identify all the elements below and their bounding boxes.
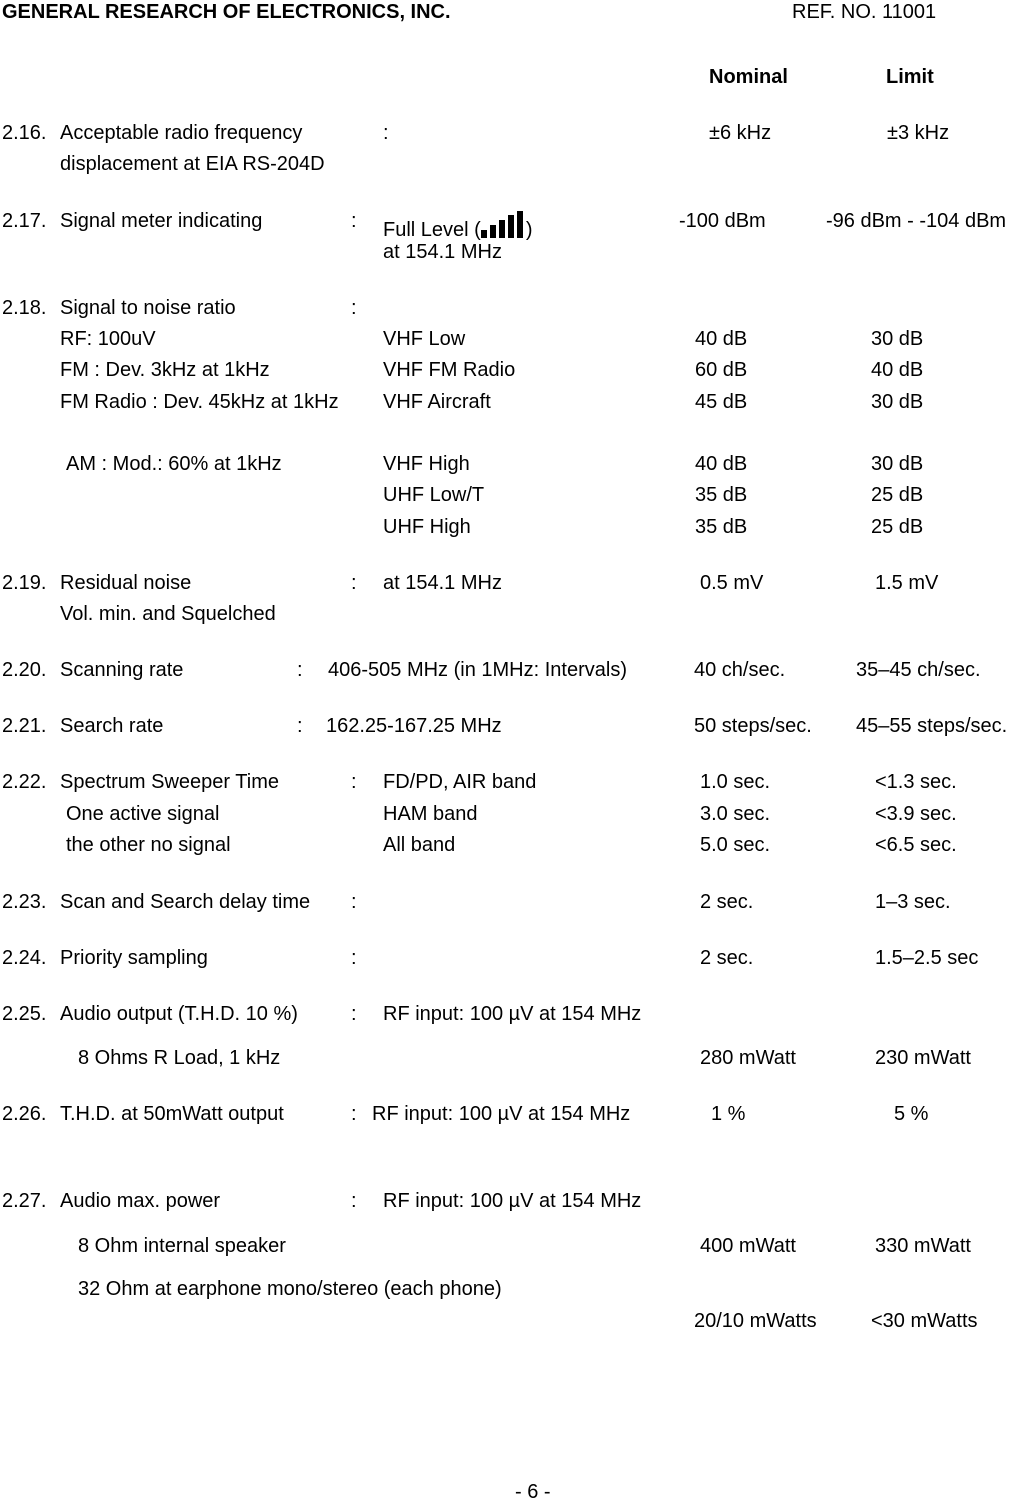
nominal-value: 45 dB: [695, 391, 748, 413]
band-name: VHF High: [383, 453, 470, 475]
condition-left: RF: 100uV: [60, 328, 156, 350]
condition-text: Full Level (: [383, 219, 481, 241]
colon: :: [351, 1003, 357, 1025]
colon: :: [351, 947, 357, 969]
condition: RF input: 100 µV at 154 MHz: [372, 1103, 631, 1125]
spec-label: Search rate: [60, 715, 164, 737]
limit-value: 1.5–2.5 sec: [875, 947, 979, 969]
nominal-value: 35 dB: [695, 484, 748, 506]
limit-value: 1.5 mV: [875, 572, 939, 594]
condition-left: FM Radio : Dev. 45kHz at 1kHz: [60, 391, 339, 413]
condition: 406-505 MHz (in 1MHz: Intervals): [328, 659, 627, 681]
band-name: All band: [383, 834, 456, 856]
band-name: FD/PD, AIR band: [383, 771, 537, 793]
nominal-value: 0.5 mV: [700, 572, 764, 594]
limit-value: -96 dBm - -104 dBm: [826, 210, 1007, 232]
column-header-nominal: Nominal: [709, 66, 788, 88]
limit-value: 25 dB: [871, 516, 924, 538]
section-number: 2.17.: [2, 210, 47, 232]
nominal-value: 40 dB: [695, 328, 748, 350]
condition-text: ): [525, 219, 533, 241]
nominal-value: 3.0 sec.: [700, 803, 771, 825]
company-name: GENERAL RESEARCH OF ELECTRONICS, INC.: [2, 1, 451, 23]
colon: :: [351, 771, 357, 793]
nominal-value: ±6 kHz: [709, 122, 772, 144]
signal-meter-icon: [481, 211, 526, 242]
limit-value: 35–45 ch/sec.: [856, 659, 981, 681]
section-number: 2.19.: [2, 572, 47, 594]
limit-value: <1.3 sec.: [875, 771, 957, 793]
band-name: VHF Low: [383, 328, 466, 350]
section-number: 2.27.: [2, 1190, 47, 1212]
spec-label: Spectrum Sweeper Time: [60, 771, 279, 793]
nominal-value: 40 dB: [695, 453, 748, 475]
spec-label-line3: the other no signal: [66, 834, 231, 856]
spec-label: Audio max. power: [60, 1190, 221, 1212]
limit-value: ±3 kHz: [887, 122, 950, 144]
nominal-value: 2 sec.: [700, 891, 754, 913]
condition-line2: at 154.1 MHz: [383, 241, 502, 263]
colon: :: [351, 210, 357, 232]
band-name: VHF FM Radio: [383, 359, 516, 381]
band-name: UHF High: [383, 516, 471, 538]
nominal-value: 5.0 sec.: [700, 834, 771, 856]
nominal-value: 1.0 sec.: [700, 771, 771, 793]
nominal-value: 60 dB: [695, 359, 748, 381]
nominal-value: -100 dBm: [679, 210, 766, 232]
nominal-value: 2 sec.: [700, 947, 754, 969]
column-header-limit: Limit: [886, 66, 934, 88]
colon: :: [383, 122, 389, 144]
sub-condition: 8 Ohm internal speaker: [78, 1235, 286, 1257]
condition: 162.25-167.25 MHz: [326, 715, 502, 737]
limit-value: <6.5 sec.: [875, 834, 957, 856]
spec-label: Audio output (T.H.D. 10 %): [60, 1003, 298, 1025]
section-number: 2.22.: [2, 771, 47, 793]
spec-label: Acceptable radio frequency: [60, 122, 303, 144]
nominal-value: 400 mWatt: [700, 1235, 796, 1257]
limit-value: 230 mWatt: [875, 1047, 971, 1069]
section-number: 2.16.: [2, 122, 47, 144]
condition-left: AM : Mod.: 60% at 1kHz: [66, 453, 282, 475]
section-number: 2.25.: [2, 1003, 47, 1025]
band-name: VHF Aircraft: [383, 391, 491, 413]
spec-label-line2: Vol. min. and Squelched: [60, 603, 276, 625]
sub-condition: 8 Ohms R Load, 1 kHz: [78, 1047, 281, 1069]
condition: RF input: 100 µV at 154 MHz: [383, 1003, 642, 1025]
page-number: - 6 -: [515, 1481, 551, 1503]
reference-number: REF. NO. 11001: [792, 1, 937, 23]
section-number: 2.24.: [2, 947, 47, 969]
band-name: UHF Low/T: [383, 484, 485, 506]
limit-value: 5 %: [894, 1103, 929, 1125]
condition: at 154.1 MHz: [383, 572, 502, 594]
limit-value: <30 mWatts: [871, 1310, 978, 1332]
nominal-value: 50 steps/sec.: [694, 715, 812, 737]
limit-value: 25 dB: [871, 484, 924, 506]
section-number: 2.26.: [2, 1103, 47, 1125]
spec-label-line2: displacement at EIA RS-204D: [60, 153, 325, 175]
spec-label: Scan and Search delay time: [60, 891, 311, 913]
nominal-value: 40 ch/sec.: [694, 659, 786, 681]
limit-value: 30 dB: [871, 453, 924, 475]
limit-value: 30 dB: [871, 328, 924, 350]
limit-value: 45–55 steps/sec.: [856, 715, 1008, 737]
nominal-value: 280 mWatt: [700, 1047, 796, 1069]
limit-value: 330 mWatt: [875, 1235, 971, 1257]
spec-label-line2: One active signal: [66, 803, 220, 825]
condition-left: FM : Dev. 3kHz at 1kHz: [60, 359, 270, 381]
condition: [383, 211, 532, 242]
spec-label: Priority sampling: [60, 947, 208, 969]
colon: :: [351, 297, 357, 319]
spec-label: Residual noise: [60, 572, 192, 594]
spec-label: Signal meter indicating: [60, 210, 263, 232]
colon: :: [297, 715, 303, 737]
limit-value: 40 dB: [871, 359, 924, 381]
nominal-value: 20/10 mWatts: [694, 1310, 817, 1332]
limit-value: 1–3 sec.: [875, 891, 951, 913]
section-number: 2.20.: [2, 659, 47, 681]
nominal-value: 35 dB: [695, 516, 748, 538]
colon: :: [297, 659, 303, 681]
condition: RF input: 100 µV at 154 MHz: [383, 1190, 642, 1212]
section-number: 2.21.: [2, 715, 47, 737]
limit-value: 30 dB: [871, 391, 924, 413]
section-number: 2.23.: [2, 891, 47, 913]
band-name: HAM band: [383, 803, 478, 825]
section-number: 2.18.: [2, 297, 47, 319]
colon: :: [351, 891, 357, 913]
nominal-value: 1 %: [711, 1103, 746, 1125]
spec-label: T.H.D. at 50mWatt output: [60, 1103, 284, 1125]
sub-condition: 32 Ohm at earphone mono/stereo (each phone): [78, 1278, 502, 1300]
spec-label: Scanning rate: [60, 659, 184, 681]
colon: :: [351, 1190, 357, 1212]
limit-value: <3.9 sec.: [875, 803, 957, 825]
colon: :: [351, 1103, 357, 1125]
colon: :: [351, 572, 357, 594]
spec-label: Signal to noise ratio: [60, 297, 236, 319]
